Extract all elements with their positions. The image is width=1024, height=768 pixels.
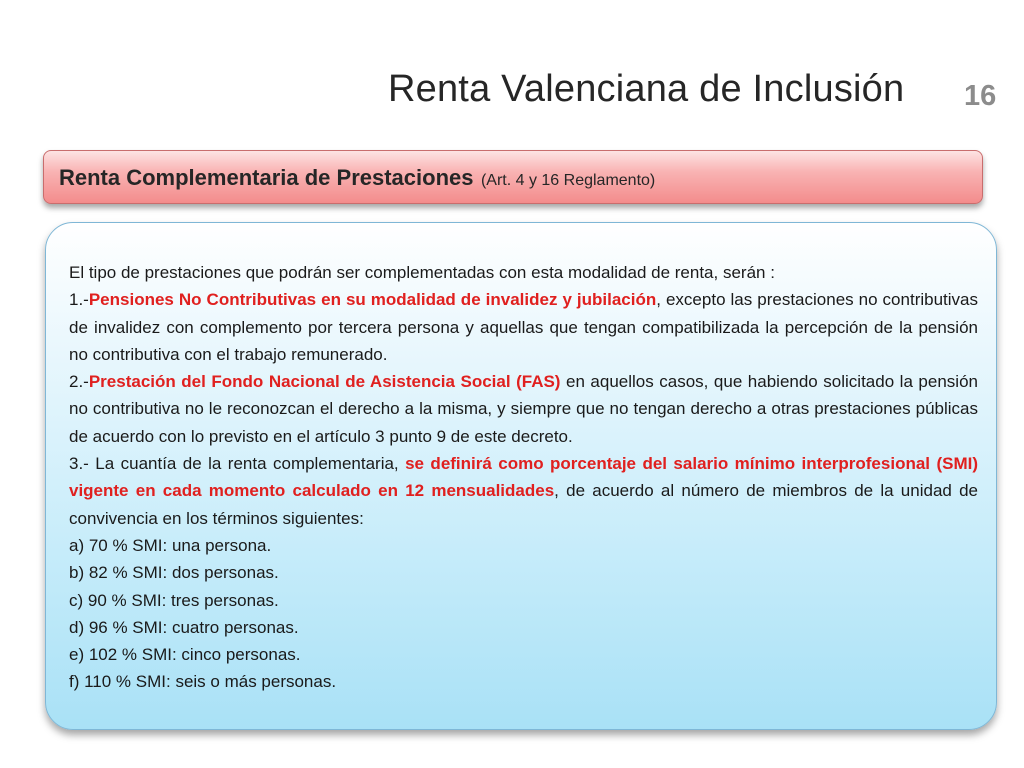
smi-list-item: e) 102 % SMI: cinco personas. xyxy=(69,645,301,665)
item-1-highlight: Pensiones No Contributivas en su modalidad de invalidez y jubilación xyxy=(88,290,657,310)
item-3-paragraph xyxy=(69,450,978,532)
item-3-prefix: 3.- La cuantía de la renta complementaria, xyxy=(69,454,406,474)
section-header-reference: (Art. 4 y 16 Reglamento) xyxy=(480,172,656,189)
item-2-paragraph xyxy=(69,368,978,450)
smi-list-item: d) 96 % SMI: cuatro personas. xyxy=(69,617,299,637)
intro-paragraph: El tipo de prestaciones que podrán ser complementadas con esta modalidad de renta, serán : xyxy=(69,263,775,282)
smi-list-item: c) 90 % SMI: tres personas. xyxy=(69,590,279,610)
item-3-text: , de acuerdo al número de miembros de la unidad de convivencia en los términos siguientes: xyxy=(69,481,978,528)
slide-title: Renta Valenciana de Inclusión xyxy=(388,68,905,110)
slide-number: 16 xyxy=(964,80,997,112)
content-box xyxy=(45,222,997,730)
section-header-title: Renta Complementaria de Prestaciones xyxy=(59,165,474,190)
smi-list-item: f) 110 % SMI: seis o más personas. xyxy=(69,672,337,692)
item-2-highlight: Prestación del Fondo Nacional de Asistencia Social (FAS) xyxy=(88,372,561,392)
item-1-text: , excepto las prestaciones no contributivas de invalidez con complemento por tercera persona y aquellas que tengan compatibilizada la percepción de la pensión no contributiva con el trabajo remunerado. xyxy=(69,290,978,364)
item-3-highlight: se definirá como porcentaje del salario mínimo interprofesional (SMI) vigente en cada momento calculado en 12 mensualidades xyxy=(69,454,978,501)
item-1-paragraph xyxy=(69,286,978,368)
item-2-prefix: 2.- xyxy=(69,372,89,392)
smi-list-item: b) 82 % SMI: dos personas. xyxy=(69,563,279,583)
smi-list-item: a) 70 % SMI: una persona. xyxy=(69,535,272,555)
item-2-text: en aquellos casos, que habiendo solicitado la pensión no contributiva no le reconozcan el derecho a la misma, y siempre que no tengan derecho a otras prestaciones públicas de acuerdo con lo previsto en el artículo 3 punto 9 de este decreto. xyxy=(69,372,978,446)
item-1-prefix: 1.- xyxy=(69,290,89,310)
section-header xyxy=(43,150,983,204)
